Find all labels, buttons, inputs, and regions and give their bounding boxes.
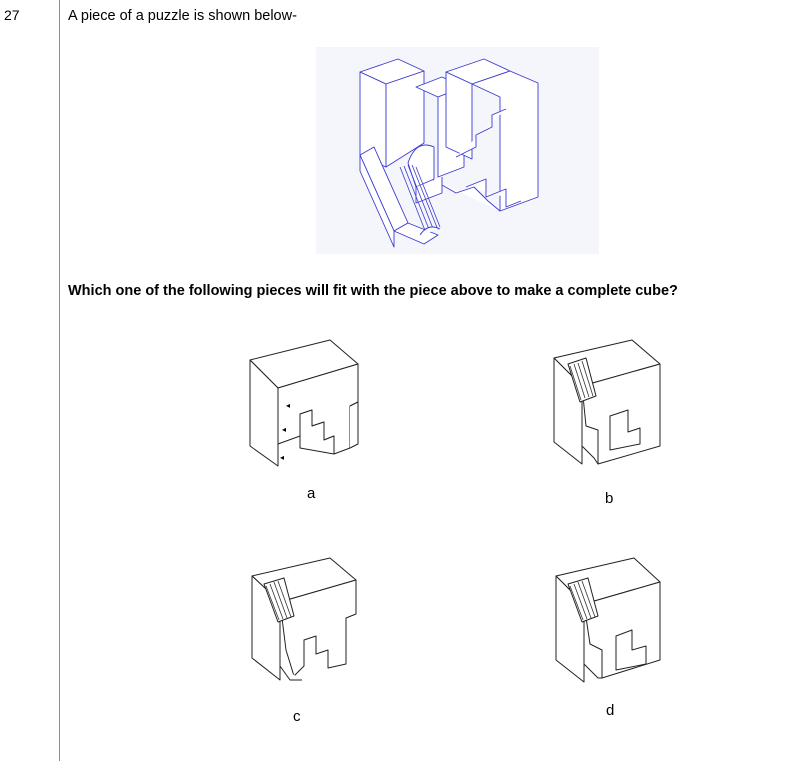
cube-piece-a-icon [248, 336, 360, 470]
option-b-label: b [605, 490, 614, 507]
option-a-label: a [307, 485, 316, 502]
svg-text:◂: ◂ [286, 401, 291, 410]
option-b-figure[interactable] [550, 336, 662, 466]
column-divider [59, 0, 60, 761]
option-d-figure[interactable] [552, 554, 664, 686]
question-prompt: Which one of the following pieces will fit with the piece above to make a complete cube? [68, 283, 678, 299]
cube-piece-d-icon [552, 554, 664, 686]
svg-text:◂: ◂ [280, 453, 285, 462]
puzzle-piece-icon [316, 47, 599, 254]
cube-piece-b-icon [550, 336, 662, 466]
option-d-label: d [606, 702, 615, 719]
question-intro: A piece of a puzzle is shown below- [68, 8, 297, 24]
option-a-figure[interactable] [248, 336, 360, 470]
puzzle-piece-figure [316, 47, 599, 254]
cube-piece-c-icon [250, 554, 360, 684]
question-number: 27 [4, 7, 20, 23]
option-c-figure[interactable] [250, 554, 360, 684]
svg-text:◂: ◂ [282, 425, 287, 434]
option-c-label: c [293, 708, 301, 725]
